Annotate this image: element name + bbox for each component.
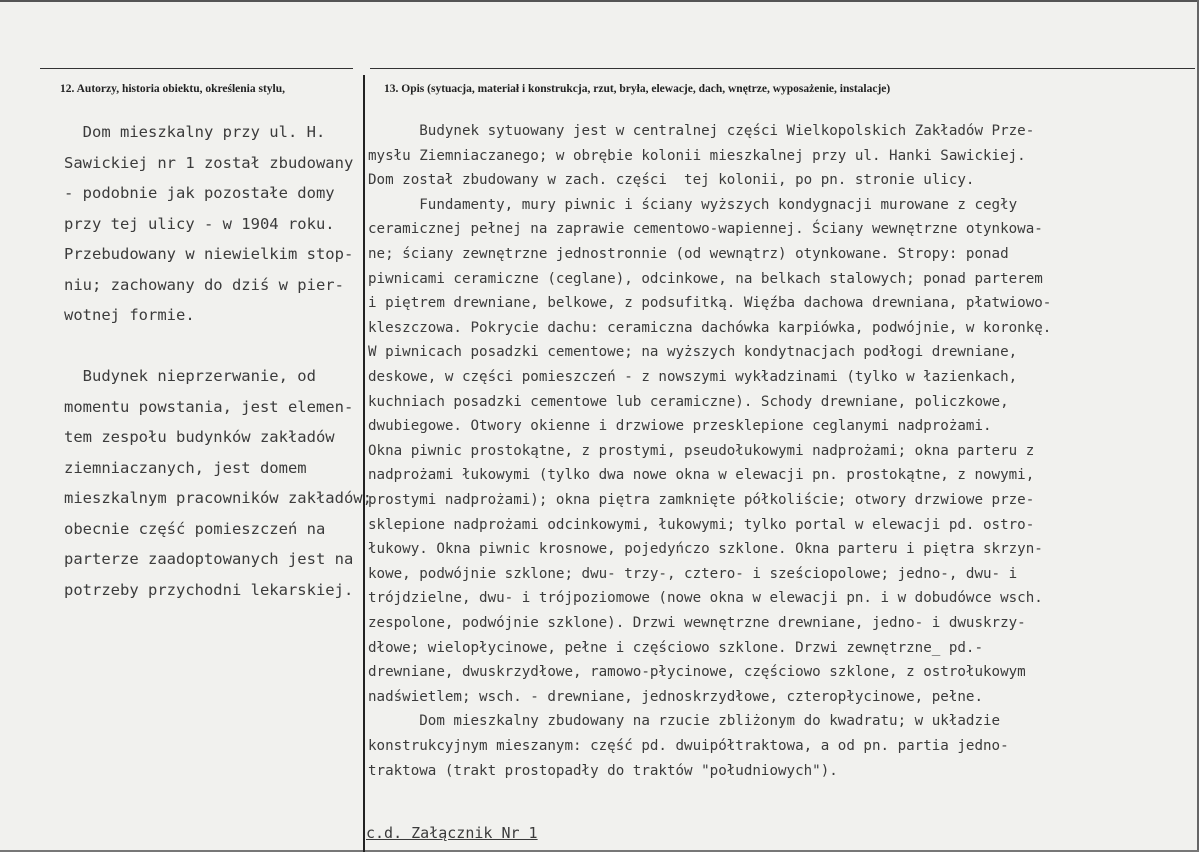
right-text-line: Dom mieszkalny zbudowany na rzucie zbliżonym do kwadratu; w układzie [368, 713, 1001, 730]
right-text-line: nadświetlem; wsch. - drewniane, jednoskrzydłowe, czteropłycinowe, pełne. [368, 688, 983, 705]
right-text-line: Okna piwnic prostokątne, z prostymi, pseudołukowymi nadprożami; okna parteru z [368, 442, 1035, 459]
left-text-line: Przebudowany w niewielkim stop- [64, 245, 354, 263]
right-text-line: mysłu Ziemniaczanego; w obrębie kolonii mieszkalnej przy ul. Hanki Sawickiej. [368, 147, 1026, 164]
left-text-line: Sawickiej nr 1 został zbudowany [64, 153, 354, 172]
left-text-line: obecnie część pomieszczeń na [64, 519, 326, 538]
right-text-line: ne; ściany zewnętrzne jednostronnie (od wewnątrz) otynkowane. Stropy: ponad [368, 246, 1009, 262]
left-text-line: - podobnie jak pozostałe domy [64, 184, 335, 202]
left-text-line: przy tej ulicy - w 1904 roku. [64, 214, 335, 233]
right-text-line: deskowe, w części pomieszczeń - z nowszymi wykładzinami (tylko w łazienkach, [368, 369, 1018, 385]
left-text-line: niu; zachowany do dziś w pier- [64, 275, 344, 294]
right-text-line: łukowy. Okna piwnic krosnowe, pojedyńczo szklone. Okna parteru i piętra skrzyn- [368, 541, 1043, 558]
continuation-note: c.d. Załącznik Nr 1 [366, 824, 538, 842]
left-text-line: ziemniaczanych, jest domem [64, 458, 307, 477]
left-text-line: potrzeby przychodni lekarskiej. [64, 580, 354, 599]
right-text-line: piwnicami ceramiczne (ceglane), odcinkowe, na belkach stalowych; ponad parterem [368, 270, 1043, 287]
left-text-line: Dom mieszkalny przy ul. H. [64, 123, 326, 141]
right-text-line: konstrukcyjnym mieszanym: część pd. dwuipółtraktowa, a od pn. partia jedno- [368, 738, 1009, 754]
left-text-line: parterze zaadoptowanych jest na [64, 550, 354, 568]
left-text-line: wotnej formie. [64, 306, 195, 324]
left-text-line: Budynek nieprzerwanie, od [64, 367, 316, 385]
right-text-line: ceramicznej pełnej na zaprawie cementowo-wapiennej. Ściany wewnętrzne otynkowa- [368, 221, 1043, 238]
right-text-line: dłowe; wielopłycinowe, pełne i częściowo szklone. Drzwi zewnętrzne_ pd.- [368, 639, 983, 656]
right-text-line: drewniane, dwuskrzydłowe, ramowo-płycinowe, częściowo szklone, z ostrołukowym [368, 664, 1026, 681]
top-rule-left [40, 68, 353, 69]
section-13-header: 13. Opis (sytuacja, materiał i konstrukcja, rzut, bryła, elewacje, dach, wnętrze, wyposażenie, instalacje) [384, 83, 891, 95]
right-text-line: i piętrem drewniane, belkowe, z podsufitką. Więźba dachowa drewniana, płatwiowo- [368, 295, 1052, 312]
right-text-line: traktowa (trakt prostopadły do traktów "południowych"). [368, 762, 838, 779]
page-top-edge [0, 0, 1199, 2]
right-text-line: zespolone, podwójnie szklone). Drzwi wewnętrzne drewniane, jedno- i dwuskrzy- [368, 615, 1026, 631]
right-text-line: prostymi nadprożami); okna piętra zamknięte półkoliście; otwory drzwiowe prze- [368, 492, 1035, 508]
right-text-line: trójdzielne, dwu- i trójpoziomowe (nowe okna w elewacji pn. i w dobudówce wsch. [368, 590, 1043, 607]
right-text-line: W piwnicach posadzki cementowe; na wyższych kondytnacjach podłogi drewniane, [368, 344, 1018, 361]
right-text-line: kowe, podwójnie szklone; dwu- trzy-, cztero- i sześciopolowe; jedno-, dwu- i [368, 565, 1018, 582]
section-12-header: 12. Autorzy, historia obiektu, określenia stylu, [60, 83, 286, 95]
top-rule-right [370, 68, 1195, 69]
left-text-line: tem zespołu budynków zakładów [64, 428, 335, 446]
left-text-line: momentu powstania, jest elemen- [64, 397, 354, 416]
left-text-line: mieszkalnym pracowników zakładów; [64, 489, 372, 507]
right-text-line: Dom został zbudowany w zach. części tej kolonii, po pn. stronie ulicy. [368, 172, 975, 189]
right-text-line: kleszczowa. Pokrycie dachu: ceramiczna dachówka karpiówka, podwójnie, w koronkę. [368, 319, 1052, 336]
right-text-line: dwubiegowe. Otwory okienne i drzwiowe przesklepione ceglanymi nadprożami. [368, 418, 992, 435]
right-text-line: nadprożami łukowymi (tylko dwa nowe okna w elewacji pn. prostokątne, z nowymi, [368, 467, 1035, 484]
right-text-line: sklepione nadprożami odcinkowymi, łukowymi; tylko portal w elewacji pd. ostro- [368, 516, 1035, 533]
right-text-line: Budynek sytuowany jest w centralnej części Wielkopolskich Zakładów Prze- [368, 123, 1035, 139]
right-text-line: kuchniach posadzki cementowe lub ceramiczne). Schody drewniane, policzkowe, [368, 393, 1009, 410]
right-text-line: Fundamenty, mury piwnic i ściany wyższych kondygnacji murowane z cegły [368, 196, 1018, 213]
column-divider [363, 75, 365, 852]
